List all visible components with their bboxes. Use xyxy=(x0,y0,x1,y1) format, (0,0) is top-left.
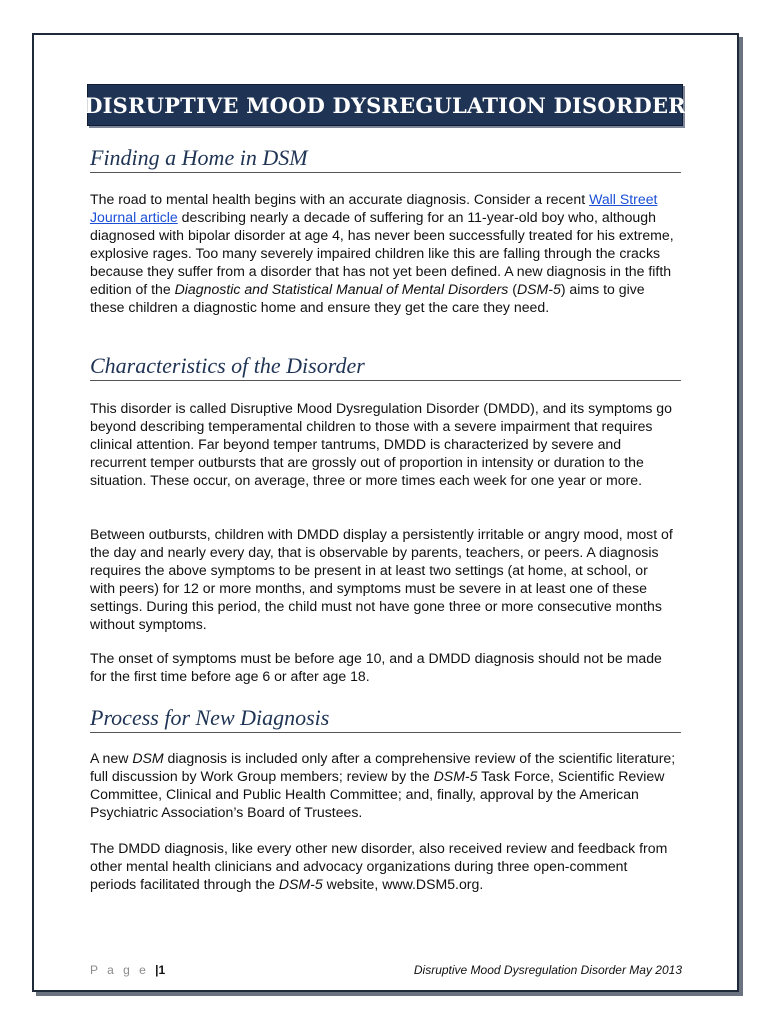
dsm5-term: DSM-5 xyxy=(433,768,478,784)
paragraph-process-1 xyxy=(90,749,676,821)
paragraph-characteristics-1: This disorder is called Disruptive Mood Dysregulation Disorder (DMDD), and its symptoms go beyond describing temperamental children to those with a severe impairment that requires clinical attention. Far beyond temper tantrums, DMDD is characterized by severe and recurrent temper outbursts that are grossly out of proportion in intensity or duration to the situation. These occur, on average, three or more times each week for one year or more. xyxy=(90,400,672,488)
footer-separator: | xyxy=(155,963,159,977)
section-heading-finding-home: Finding a Home in DSM xyxy=(90,145,681,173)
document-title: DISRUPTIVE MOOD DYSREGULATION DISORDER xyxy=(84,92,686,118)
text-run: ) aims to give these children a diagnostic home and ensure they get the care they need. xyxy=(90,281,645,315)
text-run: ( xyxy=(508,281,517,297)
dsm5-term: DSM-5 xyxy=(278,876,323,892)
text-run: A new xyxy=(90,750,133,766)
paragraph-characteristics-2: Between outbursts, children with DMDD display a persistently irritable or angry mood, most of the day and nearly every day, that is observable by parents, teachers, or peers. A diagnosis requires the above symptoms to be present in at least two settings (at home, at school, or with peers) for 12 or more months, and symptoms must be severe in at least one of these settings. During this period, the child must not have gone three or more consecutive months without symptoms. xyxy=(90,526,673,632)
footer-page-label: P a g e xyxy=(90,963,149,977)
dsm5-term: DSM-5 xyxy=(516,281,561,297)
section-heading-characteristics: Characteristics of the Disorder xyxy=(90,353,681,381)
manual-title: Diagnostic and Statistical Manual of Mental Disorders xyxy=(174,281,509,297)
footer-doc-title: Disruptive Mood Dysregulation Disorder May 2013 xyxy=(413,963,682,977)
footer-page-value: 1 xyxy=(158,963,166,977)
paragraph-process-2 xyxy=(90,839,676,893)
text-run: The DMDD diagnosis, like every other new disorder, also received review and feedback from other mental health clinicians and advocacy organizations during three open-comment periods facilitated through the xyxy=(90,840,668,892)
footer-page-number xyxy=(90,962,165,978)
paragraph-finding-home xyxy=(90,190,676,316)
text-run: The road to mental health begins with an accurate diagnosis. Consider a recent xyxy=(90,191,590,207)
title-banner xyxy=(84,84,686,126)
text-run: describing nearly a decade of suffering for an 11-year-old boy who, although diagnosed with bipolar disorder at age 4, has never been successfully treated for his extreme, explosive rages. Too many severely impaired children like this are falling through the cracks because they suffer from a disorder that has not yet been defined. A new diagnosis in the fifth edition of the xyxy=(90,209,674,297)
text-run: Task Force, Scientific Review Committee, Clinical and Public Health Committee; and, finally, approval by the American Psychiatric Association’s Board of Trustees. xyxy=(90,768,665,820)
dsm-term: DSM xyxy=(132,750,164,766)
section-heading-process: Process for New Diagnosis xyxy=(90,705,681,733)
wsj-article-link[interactable]: Wall Street Journal article xyxy=(90,191,658,225)
text-run: website, www.DSM5.org. xyxy=(322,876,484,892)
text-run: diagnosis is included only after a comprehensive review of the scientific literature; full discussion by Work Group members; review by the xyxy=(90,750,676,784)
paragraph-characteristics-3: The onset of symptoms must be before age 10, and a DMDD diagnosis should not be made for the first time before age 6 or after age 18. xyxy=(90,650,662,684)
